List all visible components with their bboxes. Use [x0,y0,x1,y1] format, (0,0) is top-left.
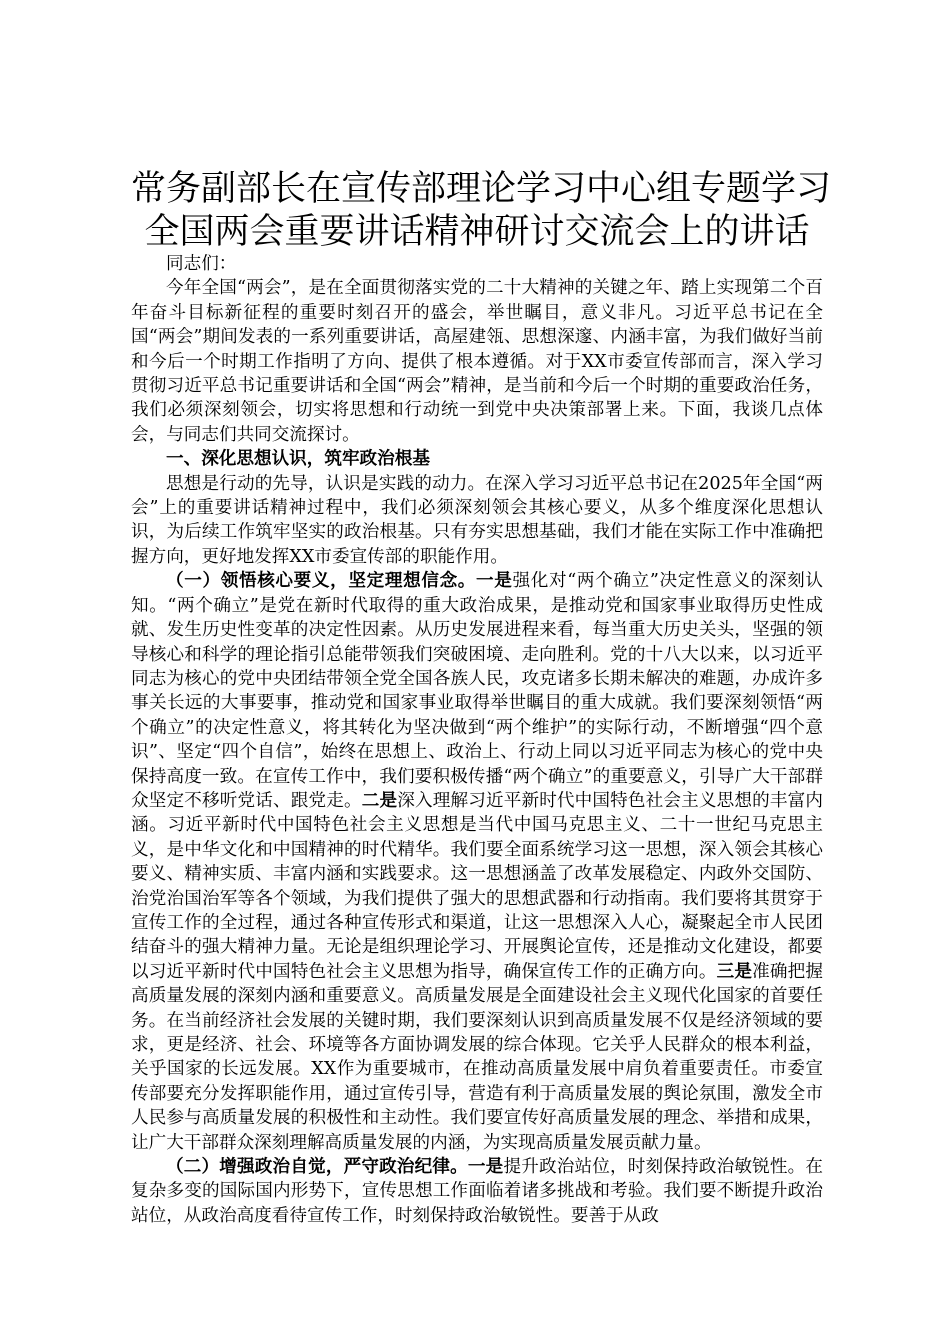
document-page [131,168,832,1228]
point-text-third: 准确把握高质量发展的深刻内涵和重要意义。高质量发展是全面建设社会主义现代化国家的首要任务。在当前经济社会发展的关键时期，我们要深刻认识到高质量发展不仅是经济领域的要求，更是经济、社会、环境等各方面协调发展的综合体现。它关乎人民群众的根本利益，关乎国家的长远发展。XX作为重要城市，在推动高质量发展中肩负着重要责任。市委宣传部要充分发挥职能作用，通过宣传引导，营造有利于高质量发展的舆论氛围，激发全市人民参与高质量发展的积极性和主动性。我们要宣传好高质量发展的理念、举措和成果，让广大干部群众深刻理解高质量发展的内涵，为实现高质量发展贡献力量。 [131,961,823,1153]
point-text-first: 强化对“两个确立”决定性意义的深刻认知。“两个确立”是党在新时代取得的重大政治成果，是推动党和国家事业取得历史性成就、发生历史性变革的决定性因素。从历史发展进程来看，每当重大历史关头，坚强的领导核心和科学的理论指引总能带领我们突破困境、走向胜利。党的十八大以来，以习近平同志为核心的党中央团结带领全党全国各族人民，攻克诸多长期未解决的难题，办成许多事关长远的大事要事，推动党和国家事业取得举世瞩目的重大成就。我们要深刻领悟“两个确立”的决定性意义，将其转化为坚决做到“两个维护”的实际行动，不断增强“四个意识”、坚定“四个自信”，始终在思想上、政治上、行动上同以习近平同志为核心的党中央保持高度一致。在宣传工作中，我们要积极传播“两个确立”的重要意义，引导广大干部群众坚定不移听党话、跟党走。 [131,571,823,811]
point-text-first: 提升政治站位，时刻保持政治敏锐性。在复杂多变的国际国内形势下，宣传思想工作面临着诸多挑战和考验。我们要不断提升政治站位，从政治高度看待宣传工作，时刻保持政治敏锐性。要善于从政 [131,1157,823,1226]
document-title-line1: 常务副部长在宣传部理论学习中心组专题学习 [131,169,832,209]
point-label-third: 三是 [716,960,753,982]
section1-intro-paragraph: 思想是行动的先导，认识是实践的动力。在深入学习习近平总书记在2025年全国“两会”上的重要讲话精神过程中，我们必须深刻领会其核心要义，从多个维度深化思想认识，为后续工作筑牢坚实的政治根基。只有夯实思想基础，我们才能在实际工作中准确把握方向，更好地发挥XX市委宣传部的职能作用。 [131,473,823,567]
point-text-second: 深入理解习近平新时代中国特色社会主义思想的丰富内涵。习近平新时代中国特色社会主义思想是当代中国马克思主义、二十一世纪马克思主义，是中华文化和中国精神的时代精华。我们要全面系统学习这一思想，深入领会其核心要义、精神实质、丰富内涵和实践要求。这一思想涵盖了改革发展稳定、内政外交国防、治党治国治军等各个领域，为我们提供了强大的思想武器和行动指南。我们要将其贯穿于宣传工作的全过程，通过各种宣传形式和渠道，让这一思想深入人心，凝聚起全市人民团结奋斗的强大精神力量。无论是组织理论学习、开展舆论宣传，还是推动文化建设，都要以习近平新时代中国特色社会主义思想为指导，确保宣传工作的正确方向。 [131,790,823,982]
section1-heading: 一、深化思想认识，筑牢政治根基 [166,448,430,470]
subsection2-paragraph [131,1155,823,1228]
document-title-line2: 全国两会重要讲话精神研讨交流会上的讲话 [144,212,810,252]
subsection2-heading: （二）增强政治自觉，严守政治纪律。 [166,1156,468,1178]
intro-paragraph: 今年全国“两会”，是在全面贯彻落实党的二十大精神的关键之年、踏上实现第二个百年奋斗目标新征程的重要时刻召开的盛会，举世瞩目，意义非凡。习近平总书记在全国“两会”期间发表的一系列重要讲话，高屋建瓴、思想深邃、内涵丰富，为我们做好当前和今后一个时期工作指明了方向、提供了根本遵循。对于XX市委宣传部而言，深入学习贯彻习近平总书记重要讲话和全国“两会”精神，是当前和今后一个时期的重要政治任务，我们必须深刻领会，切实将思想和行动统一到党中央决策部署上来。下面，我谈几点体会，与同志们共同交流探讨。 [131,278,823,445]
subsection1-heading: （一）领悟核心要义，坚定理想信念。 [166,570,477,592]
point-label-second: 二是 [361,789,398,811]
point-label-first: 一是 [467,1156,504,1178]
subsection1-paragraph [131,569,823,1155]
salutation: 同志们： [166,254,237,274]
point-label-first: 一是 [476,570,513,592]
